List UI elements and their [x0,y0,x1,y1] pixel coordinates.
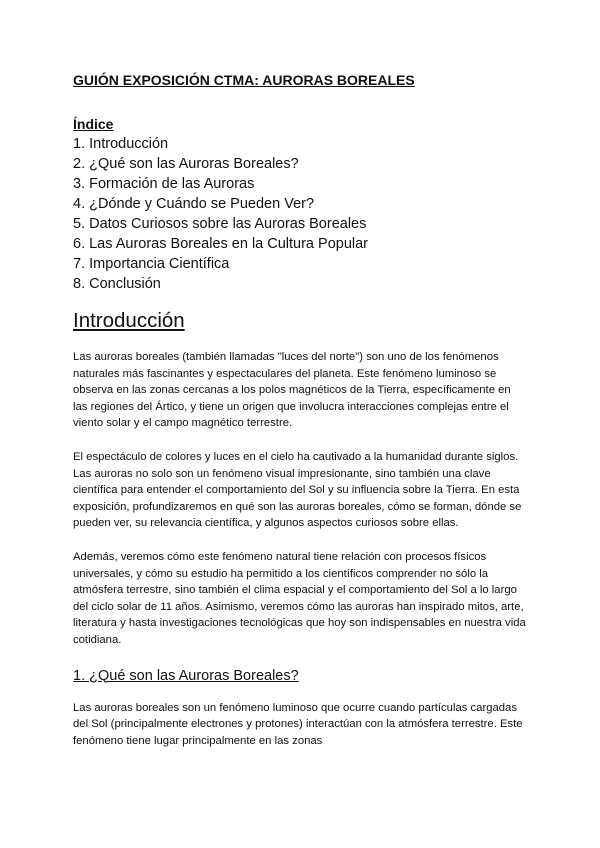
index-list [73,134,526,294]
section1-paragraph: Las auroras boreales son un fenómeno luminoso que ocurre cuando partículas cargadas del Sol (principalmente electrones y protones) interactúan con la atmósfera terrestre. Este fenómeno tiene lugar principalmente en las zonas [73,701,523,747]
index-item: 1. Introducción [73,136,169,152]
index-item: 8. Conclusión [73,276,161,292]
index-item: 5. Datos Curiosos sobre las Auroras Boreales [73,216,367,232]
index-item: 2. ¿Qué son las Auroras Boreales? [73,156,299,172]
intro-paragraph: El espectáculo de colores y luces en el cielo ha cautivado a la humanidad durante siglos. Las auroras no solo son un fenómeno visual impresionante, sino también una clave científica para entender el comportamiento del Sol y su influencia sobre la Tierra. En esta exposición, profundizaremos en qué son las auroras boreales, cómo se forman, dónde se pueden ver, su relevancia científica, y algunos aspectos curiosos sobre ellas. [73,450,522,530]
document-title: GUIÓN EXPOSICIÓN CTMA: AURORAS BOREALES [73,72,415,88]
index-heading: Índice [73,116,114,132]
index-item: 6. Las Auroras Boreales en la Cultura Popular [73,236,369,252]
intro-heading: Introducción [73,309,185,332]
intro-paragraph: Además, veremos cómo este fenómeno natural tiene relación con procesos físicos universales, y cómo su estudio ha permitido a los científicos comprender no sólo la atmósfera terrestre, sino también el clima espacial y el comportamiento del Sol a lo largo del ciclo solar de 11 años. Asimismo, veremos cómo las auroras han inspirado mitos, arte, literatura y hasta investigaciones tecnológicas que hoy son indispensables en nuestra vida cotidiana. [73,550,526,646]
intro-paragraph: Las auroras boreales (también llamadas "luces del norte") son uno de los fenómenos naturales más fascinantes y espectaculares del planeta. Este fenómeno luminoso se observa en las zonas cercanas a los polos magnéticos de la Tierra, específicamente en las regiones del Ártico, y tiene un origen que involucra interacciones complejas entre el viento solar y el campo magnético terrestre. [73,351,511,430]
index-item: 4. ¿Dónde y Cuándo se Pueden Ver? [73,196,315,212]
index-item: 3. Formación de las Auroras [73,176,255,192]
section1-heading: 1. ¿Qué son las Auroras Boreales? [73,667,299,684]
index-item: 7. Importancia Científica [73,256,230,272]
